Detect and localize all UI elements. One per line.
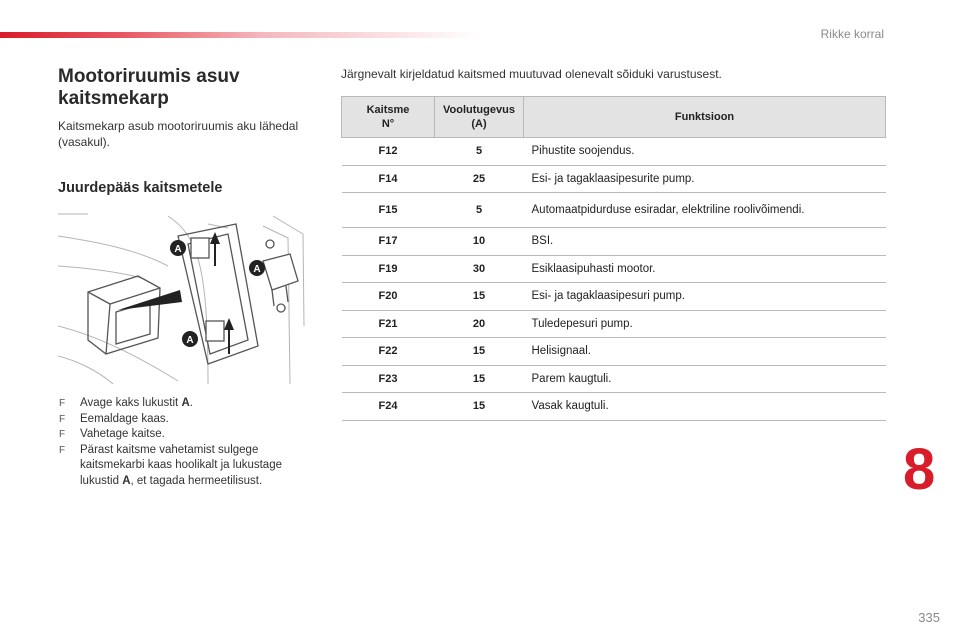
list-item: F Eemaldage kaas.: [58, 412, 308, 428]
bullet: F: [59, 413, 66, 425]
col-header-function: Funktsioon: [524, 97, 886, 138]
page-number: 335: [918, 610, 940, 625]
chapter-number: 8: [903, 437, 936, 502]
table-row: F21 20 Tuledepesuri pump.: [342, 310, 886, 338]
table-intro: Järgnevalt kirjeldatud kaitsmed muutuvad olenevalt sõiduki varustusest.: [341, 67, 722, 81]
table-row: F24 15 Vasak kaugtuli.: [342, 393, 886, 421]
col-header-current: Voolutugevus (A): [435, 97, 524, 138]
bullet: F: [59, 398, 66, 409]
list-item: F Vahetage kaitse.: [58, 427, 308, 443]
bullet: F: [59, 444, 66, 456]
table-row: F12 5 Pihustite soojendus.: [342, 138, 886, 166]
table-row: F14 25 Esi- ja tagaklaasipesurite pump.: [342, 165, 886, 193]
subsection-title: Juurdepääs kaitsmetele: [58, 180, 223, 196]
table-row: F19 30 Esiklaasipuhasti mootor.: [342, 255, 886, 283]
fuse-table: [341, 96, 886, 421]
header-accent-bar: [0, 32, 480, 38]
table-row: F22 15 Helisignaal.: [342, 338, 886, 366]
label-a-1: A: [174, 244, 182, 255]
list-item: F Avage kaks lukustit A.: [58, 396, 308, 412]
table-row: F15 5 Automaatpidurduse esiradar, elektriline roolivõimendi.: [342, 193, 886, 228]
bullet: F: [59, 429, 66, 440]
intro-text: Kaitsmekarp asub mootoriruumis aku lähedal (vasakul).: [58, 119, 299, 149]
fusebox-illustration: [58, 206, 320, 384]
col-header-fuse: Kaitsme N°: [342, 97, 435, 138]
list-item: F Pärast kaitsme vahetamist sulgege kaitsmekarbi kaas hoolikalt ja lukustage lukustid A, et tagada hermeetilisust.: [59, 443, 282, 487]
table-row: F17 10 BSI.: [342, 228, 886, 256]
label-a-2: A: [253, 264, 261, 275]
table-header-row: [342, 97, 886, 138]
steps-list: [58, 396, 308, 489]
page-title: Mootoriruumis asuv kaitsmekarp: [58, 66, 240, 109]
section-title: Rikke korral: [820, 27, 884, 41]
label-a-3: A: [186, 335, 194, 346]
table-row: F20 15 Esi- ja tagaklaasipesuri pump.: [342, 283, 886, 311]
table-row: F23 15 Parem kaugtuli.: [342, 365, 886, 393]
